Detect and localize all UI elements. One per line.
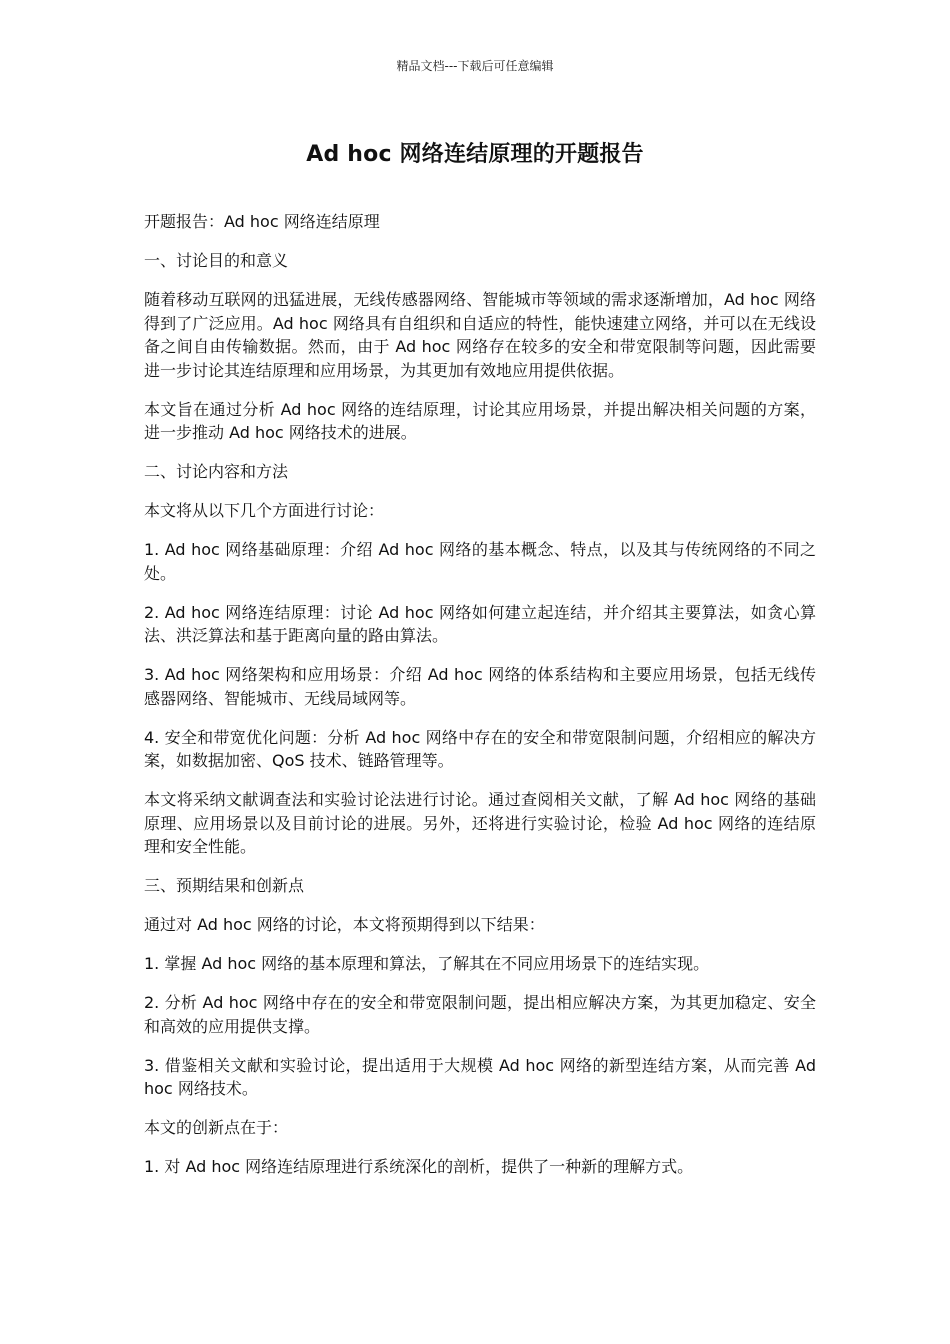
body-paragraph: 本文将采纳文献调查法和实验讨论法进行讨论。通过查阅相关文献，了解 Ad hoc 网络的基础原理、应用场景以及目前讨论的进展。另外，还将进行实验讨论，检验 Ad hoc 网络的连结原理和安全性能。: [144, 790, 816, 856]
list-item: 1. 对 Ad hoc 网络连结原理进行系统深化的剖析，提供了一种新的理解方式。: [144, 1157, 694, 1176]
document-body: [144, 210, 816, 1194]
list-item: 3. 借鉴相关文献和实验讨论，提出适用于大规模 Ad hoc 网络的新型连结方案，从而完善 Ad hoc 网络技术。: [144, 1055, 816, 1098]
page-header: 精品文档---下载后可任意编辑: [396, 59, 554, 73]
list-item: 1. 掌握 Ad hoc 网络的基本原理和算法，了解其在不同应用场景下的连结实现。: [144, 954, 710, 973]
body-paragraph: 本文的创新点在于：: [144, 1118, 289, 1137]
body-paragraph: 随着移动互联网的迅猛进展，无线传感器网络、智能城市等领域的需求逐渐增加，Ad hoc 网络得到了广泛应用。Ad hoc 网络具有自组织和自适应的特性，能快速建立网络，并可以在无线设备之间自由传输数据。然而，由于 Ad hoc 网络存在较多的安全和带宽限制等问题，因此需要进一步讨论其连结原理和应用场景，为其更加有效地应用提供依据。: [144, 290, 816, 380]
section-heading-1: 一、讨论目的和意义: [144, 251, 289, 270]
list-item: 1. Ad hoc 网络基础原理：介绍 Ad hoc 网络的基本概念、特点，以及其与传统网络的不同之处。: [144, 540, 816, 583]
body-paragraph: 本文将从以下几个方面进行讨论：: [144, 501, 385, 520]
subtitle-line: 开题报告：Ad hoc 网络连结原理: [144, 212, 380, 231]
list-item: 2. Ad hoc 网络连结原理：讨论 Ad hoc 网络如何建立起连结，并介绍其主要算法，如贪心算法、洪泛算法和基于距离向量的路由算法。: [144, 602, 816, 645]
body-paragraph: 通过对 Ad hoc 网络的讨论，本文将预期得到以下结果：: [144, 915, 545, 934]
body-paragraph: 本文旨在通过分析 Ad hoc 网络的连结原理，讨论其应用场景，并提出解决相关问题的方案，进一步推动 Ad hoc 网络技术的进展。: [144, 399, 816, 442]
section-heading-2: 二、讨论内容和方法: [144, 462, 289, 481]
list-item: 4. 安全和带宽优化问题：分析 Ad hoc 网络中存在的安全和带宽限制问题，介绍相应的解决方案，如数据加密、QoS 技术、链路管理等。: [144, 727, 816, 770]
list-item: 2. 分析 Ad hoc 网络中存在的安全和带宽限制问题，提出相应解决方案，为其更加稳定、安全和高效的应用提供支撑。: [144, 993, 816, 1036]
document-title: Ad hoc 网络连结原理的开题报告: [306, 142, 644, 167]
list-item: 3. Ad hoc 网络架构和应用场景：介绍 Ad hoc 网络的体系结构和主要应用场景，包括无线传感器网络、智能城市、无线局域网等。: [144, 665, 816, 708]
section-heading-3: 三、预期结果和创新点: [144, 876, 305, 895]
